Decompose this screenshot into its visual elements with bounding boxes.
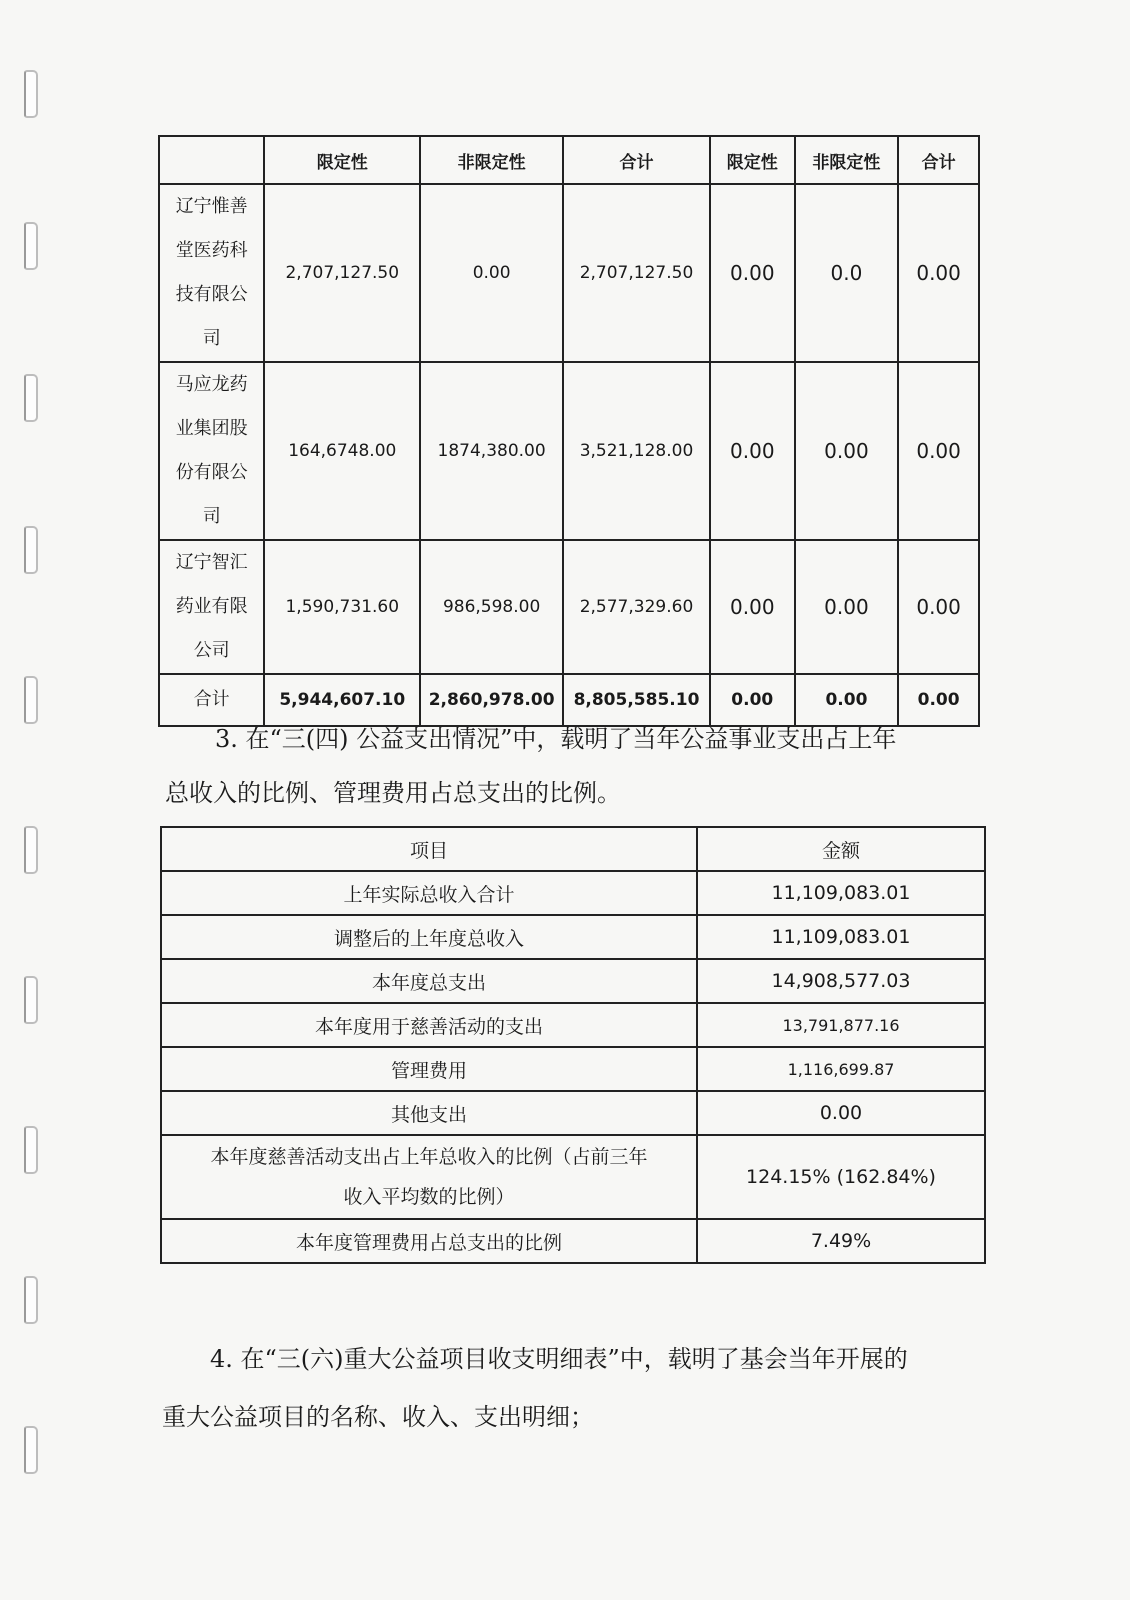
total-value-cell: 8,805,585.10: [563, 674, 710, 726]
item-cell: 上年实际总收入合计: [161, 871, 697, 915]
binder-hole: [24, 526, 38, 574]
header-cell: 合计: [563, 136, 710, 184]
table-row: [159, 540, 979, 674]
header-cell: 项目: [161, 827, 697, 871]
binder-hole: [24, 826, 38, 874]
header-cell: 金额: [697, 827, 985, 871]
value-cell: 0.00: [420, 184, 563, 362]
binder-hole: [24, 1276, 38, 1324]
item-cell: 调整后的上年度总收入: [161, 915, 697, 959]
value-cell: 1874,380.00: [420, 362, 563, 540]
paragraph-line: 3. 在“三(四) 公益支出情况”中，载明了当年公益事业支出占上年: [215, 725, 897, 753]
paragraph-line: 重大公益项目的名称、收入、支出明细；: [162, 1403, 594, 1431]
value-cell: 164,6748.00: [264, 362, 420, 540]
item-cell: 本年度慈善活动支出占上年总收入的比例（占前三年 收入平均数的比例）: [161, 1135, 697, 1219]
binder-hole: [24, 976, 38, 1024]
header-cell: 限定性: [710, 136, 795, 184]
expenditure-table: [160, 826, 986, 1264]
value-cell: 0.00: [898, 184, 979, 362]
table-row: [161, 1091, 985, 1135]
item-cell: 管理费用: [161, 1047, 697, 1091]
item-cell: 本年度管理费用占总支出的比例: [161, 1219, 697, 1263]
value-cell: 0.00: [795, 540, 899, 674]
value-cell: 2,707,127.50: [264, 184, 420, 362]
company-name-cell: 辽宁智汇 药业有限 公司: [159, 540, 264, 674]
binder-hole: [24, 374, 38, 422]
value-cell: 0.00: [710, 184, 795, 362]
table-header-row: [161, 827, 985, 871]
table-header-row: [159, 136, 979, 184]
header-cell: 非限定性: [420, 136, 563, 184]
value-cell: 0.00: [710, 540, 795, 674]
paragraph-line: 4. 在“三(六)重大公益项目收支明细表”中，载明了基会当年开展的: [210, 1345, 908, 1373]
table-row: [161, 915, 985, 959]
table-row: [159, 362, 979, 540]
paragraph-3: [165, 712, 965, 820]
value-cell: 3,521,128.00: [563, 362, 710, 540]
value-cell: 0.00: [795, 362, 899, 540]
table-row: [161, 1003, 985, 1047]
binder-hole: [24, 1426, 38, 1474]
binder-hole: [24, 222, 38, 270]
binder-hole: [24, 1126, 38, 1174]
total-value-cell: 0.00: [710, 674, 795, 726]
amount-cell: 7.49%: [697, 1219, 985, 1263]
value-cell: 2,707,127.50: [563, 184, 710, 362]
table-row: [159, 184, 979, 362]
total-value-cell: 0.00: [795, 674, 899, 726]
paragraph-4: [162, 1330, 982, 1446]
binder-hole: [24, 676, 38, 724]
amount-cell: 14,908,577.03: [697, 959, 985, 1003]
company-name-cell: 马应龙药 业集团股 份有限公 司: [159, 362, 264, 540]
value-cell: 1,590,731.60: [264, 540, 420, 674]
amount-cell: 1,116,699.87: [697, 1047, 985, 1091]
value-cell: 986,598.00: [420, 540, 563, 674]
value-cell: 0.00: [710, 362, 795, 540]
value-cell: 0.00: [898, 540, 979, 674]
amount-cell: 11,109,083.01: [697, 915, 985, 959]
header-cell: 非限定性: [795, 136, 899, 184]
header-cell: 限定性: [264, 136, 420, 184]
binder-hole: [24, 70, 38, 118]
amount-cell: 124.15% (162.84%): [697, 1135, 985, 1219]
amount-cell: 0.00: [697, 1091, 985, 1135]
total-value-cell: 5,944,607.10: [264, 674, 420, 726]
item-cell: 本年度用于慈善活动的支出: [161, 1003, 697, 1047]
table-row: [161, 871, 985, 915]
total-label-cell: 合计: [159, 674, 264, 726]
table-row: [161, 1135, 985, 1219]
table-row: [161, 1219, 985, 1263]
company-name-cell: 辽宁惟善 堂医药科 技有限公 司: [159, 184, 264, 362]
item-cell: 其他支出: [161, 1091, 697, 1135]
table-row: [161, 1047, 985, 1091]
total-value-cell: 0.00: [898, 674, 979, 726]
amount-cell: 13,791,877.16: [697, 1003, 985, 1047]
value-cell: 0.00: [898, 362, 979, 540]
item-cell: 本年度总支出: [161, 959, 697, 1003]
value-cell: 0.0: [795, 184, 899, 362]
amount-cell: 11,109,083.01: [697, 871, 985, 915]
donation-table: [158, 135, 980, 727]
header-cell: 合计: [898, 136, 979, 184]
total-value-cell: 2,860,978.00: [420, 674, 563, 726]
table-row: [161, 959, 985, 1003]
header-cell: [159, 136, 264, 184]
value-cell: 2,577,329.60: [563, 540, 710, 674]
paragraph-line: 总收入的比例、管理费用占总支出的比例。: [165, 779, 621, 807]
